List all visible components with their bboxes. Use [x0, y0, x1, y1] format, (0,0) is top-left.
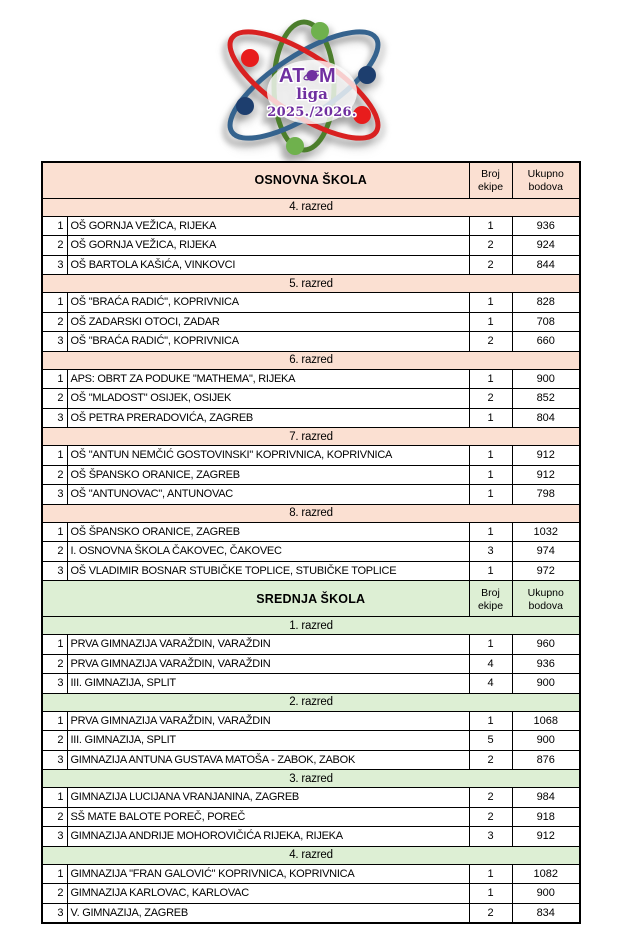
school-cell: OŠ BARTOLA KAŠIĆA, VINKOVCI [67, 255, 469, 275]
section-header-row [42, 162, 580, 198]
school-cell: SŠ MATE BALOTE POREČ, POREČ [67, 807, 469, 827]
points-cell: 900 [512, 674, 580, 694]
teams-cell: 4 [469, 654, 512, 674]
school-cell: GIMNAZIJA LUCIJANA VRANJANINA, ZAGREB [67, 788, 469, 808]
electron-red-upper-left [241, 49, 259, 67]
points-cell: 852 [512, 389, 580, 409]
electron-navy-right [358, 66, 376, 84]
rank-cell: 3 [42, 332, 67, 352]
school-cell: PRVA GIMNAZIJA VARAŽDIN, VARAŽDIN [67, 654, 469, 674]
table-row [42, 827, 580, 847]
col-header-points-line: bodova [528, 599, 563, 612]
points-cell: 876 [512, 750, 580, 770]
grade-header-row [42, 428, 580, 446]
grade-label: 6. razred [42, 351, 580, 369]
table-row [42, 654, 580, 674]
logo-title-left: AT [278, 65, 305, 87]
section-header-row [42, 581, 580, 617]
points-cell: 1082 [512, 864, 580, 884]
school-cell: OŠ "BRAĆA RADIĆ", KOPRIVNICA [67, 332, 469, 352]
table-row [42, 446, 580, 466]
teams-cell: 2 [469, 236, 512, 256]
school-cell: III. GIMNAZIJA, SPLIT [67, 731, 469, 751]
table-row [42, 216, 580, 236]
grade-header-row [42, 846, 580, 864]
rank-cell: 2 [42, 654, 67, 674]
teams-cell: 5 [469, 731, 512, 751]
grade-header-row [42, 198, 580, 216]
teams-cell: 1 [469, 216, 512, 236]
rank-cell: 2 [42, 884, 67, 904]
table-row [42, 807, 580, 827]
teams-cell: 2 [469, 807, 512, 827]
teams-cell: 2 [469, 788, 512, 808]
table-row [42, 485, 580, 505]
grade-label: 5. razred [42, 275, 580, 293]
table-row [42, 542, 580, 562]
teams-cell: 2 [469, 389, 512, 409]
teams-cell: 1 [469, 711, 512, 731]
points-cell: 834 [512, 903, 580, 923]
section-title-text: OSNOVNA ŠKOLA [254, 173, 368, 188]
table-row [42, 389, 580, 409]
col-header-teams-line: Broj [481, 586, 500, 599]
school-cell: GIMNAZIJA KARLOVAC, KARLOVAC [67, 884, 469, 904]
section-title-text: SREDNJA ŠKOLA [256, 591, 366, 606]
rank-cell: 3 [42, 903, 67, 923]
logo-subtitle: liga [296, 85, 328, 103]
teams-cell: 2 [469, 332, 512, 352]
table-row [42, 674, 580, 694]
table-row [42, 465, 580, 485]
points-cell: 708 [512, 312, 580, 332]
school-cell: OŠ "ANTUNOVAC", ANTUNOVAC [67, 485, 469, 505]
points-cell: 984 [512, 788, 580, 808]
school-cell: I. OSNOVNA ŠKOLA ČAKOVEC, ČAKOVEC [67, 542, 469, 562]
electron-green-top [311, 22, 329, 40]
grade-label: 1. razred [42, 617, 580, 635]
rank-cell: 1 [42, 216, 67, 236]
rank-cell: 2 [42, 389, 67, 409]
col-header-points [512, 162, 580, 198]
grade-header-row [42, 693, 580, 711]
points-cell: 900 [512, 731, 580, 751]
table-row [42, 711, 580, 731]
table-row [42, 255, 580, 275]
teams-cell: 2 [469, 750, 512, 770]
points-cell: 900 [512, 369, 580, 389]
section-title [42, 581, 469, 617]
school-cell: OŠ "ANTUN NEMČIĆ GOSTOVINSKI" KOPRIVNICA, KOPRIVNICA [67, 446, 469, 466]
table-row [42, 332, 580, 352]
col-header-points [512, 581, 580, 617]
points-cell: 912 [512, 465, 580, 485]
col-header-points-line: bodova [528, 181, 563, 194]
points-cell: 960 [512, 635, 580, 655]
teams-cell: 1 [469, 465, 512, 485]
col-header-teams [469, 581, 512, 617]
table-row [42, 731, 580, 751]
rank-cell: 2 [42, 542, 67, 562]
rank-cell: 1 [42, 864, 67, 884]
points-cell: 912 [512, 827, 580, 847]
points-cell: 974 [512, 542, 580, 562]
rank-cell: 3 [42, 674, 67, 694]
table-row [42, 408, 580, 428]
teams-cell: 4 [469, 674, 512, 694]
points-cell: 924 [512, 236, 580, 256]
points-cell: 1068 [512, 711, 580, 731]
rank-cell: 3 [42, 255, 67, 275]
teams-cell: 1 [469, 561, 512, 581]
rank-cell: 2 [42, 465, 67, 485]
school-cell: GIMNAZIJA ANTUNA GUSTAVA MATOŠA - ZABOK, ZABOK [67, 750, 469, 770]
school-cell: OŠ "MLADOST" OSIJEK, OSIJEK [67, 389, 469, 409]
col-header-teams-line: Broj [481, 168, 500, 181]
rank-cell: 2 [42, 236, 67, 256]
school-cell: III. GIMNAZIJA, SPLIT [67, 674, 469, 694]
points-cell: 912 [512, 446, 580, 466]
rank-cell: 1 [42, 369, 67, 389]
school-cell: PRVA GIMNAZIJA VARAŽDIN, VARAŽDIN [67, 711, 469, 731]
points-cell: 972 [512, 561, 580, 581]
rank-cell: 1 [42, 711, 67, 731]
teams-cell: 1 [469, 884, 512, 904]
electron-green-bottom [286, 137, 304, 155]
teams-cell: 1 [469, 369, 512, 389]
grade-label: 4. razred [42, 198, 580, 216]
table-row [42, 903, 580, 923]
logo-title-right: M [319, 65, 337, 87]
rank-cell: 2 [42, 731, 67, 751]
teams-cell: 2 [469, 903, 512, 923]
grade-header-row [42, 770, 580, 788]
school-cell: OŠ ŠPANSKO ORANICE, ZAGREB [67, 465, 469, 485]
school-cell: OŠ GORNJA VEŽICA, RIJEKA [67, 216, 469, 236]
teams-cell: 3 [469, 827, 512, 847]
rank-cell: 3 [42, 827, 67, 847]
col-header-points-line: Ukupno [527, 586, 564, 599]
rank-cell: 2 [42, 807, 67, 827]
grade-header-row [42, 617, 580, 635]
rank-cell: 1 [42, 788, 67, 808]
points-cell: 936 [512, 216, 580, 236]
school-cell: PRVA GIMNAZIJA VARAŽDIN, VARAŽDIN [67, 635, 469, 655]
school-cell: OŠ GORNJA VEŽICA, RIJEKA [67, 236, 469, 256]
table-row [42, 635, 580, 655]
school-cell: OŠ ŠPANSKO ORANICE, ZAGREB [67, 522, 469, 542]
points-cell: 1032 [512, 522, 580, 542]
logo-season: 2025./2026. [267, 105, 357, 120]
atom-liga-logo [212, 18, 422, 168]
rank-cell: 3 [42, 485, 67, 505]
points-cell: 660 [512, 332, 580, 352]
points-cell: 900 [512, 884, 580, 904]
school-cell: APS: OBRT ZA PODUKE "MATHEMA", RIJEKA [67, 369, 469, 389]
table-row [42, 561, 580, 581]
school-cell: OŠ VLADIMIR BOSNAR STUBIČKE TOPLICE, STUBIČKE TOPLICE [67, 561, 469, 581]
section-title [42, 162, 469, 198]
rank-cell: 3 [42, 408, 67, 428]
teams-cell: 1 [469, 293, 512, 313]
grade-label: 8. razred [42, 504, 580, 522]
table-row [42, 369, 580, 389]
rank-cell: 1 [42, 635, 67, 655]
teams-cell: 1 [469, 485, 512, 505]
col-header-teams-line: ekipe [477, 599, 504, 612]
rank-cell: 1 [42, 293, 67, 313]
teams-cell: 1 [469, 312, 512, 332]
table-row [42, 788, 580, 808]
points-cell: 936 [512, 654, 580, 674]
school-cell: OŠ "BRAĆA RADIĆ", KOPRIVNICA [67, 293, 469, 313]
grade-label: 3. razred [42, 770, 580, 788]
rank-cell: 3 [42, 750, 67, 770]
table-row [42, 522, 580, 542]
points-cell: 798 [512, 485, 580, 505]
school-cell: OŠ ZADARSKI OTOCI, ZADAR [67, 312, 469, 332]
rank-cell: 2 [42, 312, 67, 332]
school-cell: GIMNAZIJA ANDRIJE MOHOROVIČIĆA RIJEKA, RIJEKA [67, 827, 469, 847]
table-row [42, 293, 580, 313]
teams-cell: 2 [469, 255, 512, 275]
teams-cell: 1 [469, 864, 512, 884]
points-cell: 804 [512, 408, 580, 428]
points-cell: 844 [512, 255, 580, 275]
grade-label: 4. razred [42, 846, 580, 864]
teams-cell: 1 [469, 635, 512, 655]
teams-cell: 3 [469, 542, 512, 562]
teams-cell: 1 [469, 446, 512, 466]
rank-cell: 1 [42, 446, 67, 466]
school-cell: V. GIMNAZIJA, ZAGREB [67, 903, 469, 923]
results-table [41, 161, 581, 924]
table-row [42, 236, 580, 256]
col-header-teams-line: ekipe [477, 181, 504, 194]
points-cell: 918 [512, 807, 580, 827]
grade-label: 2. razred [42, 693, 580, 711]
rank-cell: 1 [42, 522, 67, 542]
teams-cell: 1 [469, 522, 512, 542]
table-row [42, 312, 580, 332]
grade-header-row [42, 351, 580, 369]
electron-navy-left [236, 97, 254, 115]
grade-header-row [42, 504, 580, 522]
table-row [42, 884, 580, 904]
grade-header-row [42, 275, 580, 293]
school-cell: GIMNAZIJA "FRAN GALOVIĆ" KOPRIVNICA, KOPRIVNICA [67, 864, 469, 884]
school-cell: OŠ PETRA PRERADOVIĆA, ZAGREB [67, 408, 469, 428]
teams-cell: 1 [469, 408, 512, 428]
points-cell: 828 [512, 293, 580, 313]
table-row [42, 864, 580, 884]
col-header-points-line: Ukupno [527, 168, 564, 181]
col-header-teams [469, 162, 512, 198]
grade-label: 7. razred [42, 428, 580, 446]
table-row [42, 750, 580, 770]
rank-cell: 3 [42, 561, 67, 581]
